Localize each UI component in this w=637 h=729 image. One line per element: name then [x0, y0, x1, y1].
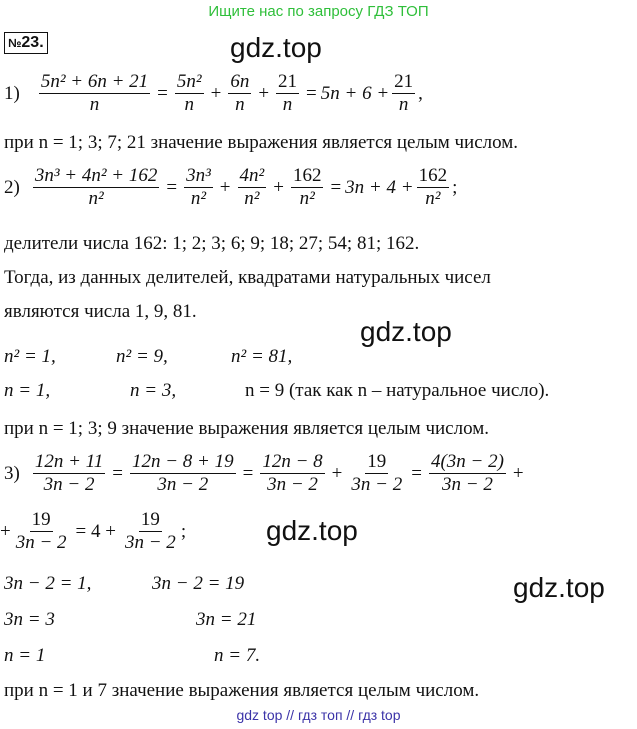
fraction-denominator: 3n − 2	[157, 474, 209, 495]
part3-mid: = 4 +	[75, 520, 116, 542]
fraction-denominator: n²	[425, 188, 441, 209]
watermark-4: gdz.top	[513, 572, 605, 603]
fraction-denominator: 3n − 2	[124, 532, 176, 553]
fraction-denominator: n²	[88, 188, 104, 209]
part2-conclusion: при n = 1; 3; 9 значение выражения является целым числом.	[4, 418, 490, 439]
part3-f3	[260, 452, 324, 495]
part2-result: 3n + 4 +	[345, 176, 414, 198]
part1-label: 1)	[4, 82, 20, 104]
part2-eq-b3: n = 9 (так как n – натуральное число).	[245, 380, 550, 401]
fraction-denominator: n²	[244, 188, 260, 209]
watermark-1: gdz.top	[230, 32, 322, 63]
part3-f2	[130, 452, 236, 495]
part1-suffix: ,	[418, 82, 423, 104]
part2-term3	[291, 166, 324, 209]
part2-divisors: делители числа 162: 1; 2; 3; 6; 9; 18; 27; 54; 81; 162.	[4, 233, 420, 254]
fraction-numerator: 4(3n − 2)	[430, 451, 504, 472]
part2-text1: Тогда, из данных делителей, квадратами натуральных чисел	[4, 267, 491, 288]
part3-f4	[349, 452, 404, 495]
fraction-numerator: 162	[292, 165, 322, 186]
fraction-denominator: n²	[299, 188, 315, 209]
part3-f7	[123, 510, 178, 553]
task-number: 23.	[21, 34, 44, 51]
fraction-numerator: 21	[278, 71, 298, 92]
fraction-numerator: 3n³	[186, 165, 211, 186]
part2-term2	[238, 166, 267, 209]
fraction-denominator: n	[398, 94, 409, 115]
part2-term1	[184, 166, 213, 209]
number-sign: №	[8, 36, 22, 50]
part3-s2a: 3n = 3	[4, 609, 55, 630]
part1-term3	[276, 72, 299, 115]
part3-equation: 3) $\frac{12n + 11}{3n - 2}$ = $\frac{12n - 8 + 19}{3n - 2}$ = $\frac{12n - 8}{3n - 2}$ + $\frac{19}{3n - 2}$ = $\frac{4(3n - 2)}{3n - 2}$ +	[4, 451, 524, 495]
fraction-numerator: 6n	[230, 71, 250, 92]
part3-s1b: 3n − 2 = 19	[152, 573, 245, 594]
part3-semicolon: ;	[180, 520, 187, 542]
part2-suffix: ;	[452, 176, 458, 198]
part2-eq-b1: n = 1,	[4, 380, 51, 401]
part3-s3b: n = 7.	[214, 645, 261, 666]
fraction-denominator: 3n − 2	[351, 474, 403, 495]
fraction-numerator: 162	[418, 165, 448, 186]
fraction-numerator: 19	[140, 509, 160, 530]
fraction-numerator: 19	[367, 451, 387, 472]
fraction-numerator: 19	[31, 509, 51, 530]
fraction-denominator: 3n − 2	[442, 474, 493, 495]
part1-fraction-main	[39, 72, 150, 115]
watermark-3: gdz.top	[266, 515, 358, 546]
part2-label: 2)	[4, 176, 20, 198]
part3-s1a: 3n − 2 = 1,	[4, 573, 92, 594]
fraction-numerator: 3n³ + 4n² + 162	[34, 165, 158, 186]
fraction-denominator: 3n − 2	[267, 474, 318, 495]
fraction-denominator: 3n − 2	[15, 532, 67, 553]
fraction-numerator: 5n² + 6n + 21	[40, 71, 149, 92]
part3-trailing-plus: +	[512, 462, 524, 484]
fraction-denominator: n	[184, 94, 194, 115]
part3-s2b: 3n = 21	[196, 609, 257, 630]
fraction-numerator: 4n²	[239, 165, 265, 186]
part3-f6	[14, 510, 69, 553]
part1-conclusion: при n = 1; 3; 7; 21 значение выражения является целым числом.	[4, 132, 519, 153]
site-banner: Ищите нас по запросу ГДЗ ТОП	[208, 3, 429, 20]
fraction-numerator: 12n − 8 + 19	[131, 451, 234, 472]
part3-label: 3)	[4, 462, 20, 484]
part3-s3a: n = 1	[4, 645, 46, 666]
part1-term1	[175, 72, 204, 115]
part3-continuation	[0, 510, 186, 553]
fraction-denominator: n	[89, 94, 100, 115]
footer-links: gdz top // гдз топ // гдз top	[236, 707, 401, 723]
part3-f5	[429, 452, 506, 495]
watermark-2: gdz.top	[360, 316, 452, 347]
fraction-numerator: 12n + 11	[34, 451, 104, 472]
task-number-badge	[4, 32, 48, 54]
part2-fraction-main	[33, 166, 160, 209]
part2-result-fraction	[417, 166, 450, 209]
part2-eq-a3: n² = 81,	[231, 346, 293, 367]
part2-text2: являются числа 1, 9, 81.	[4, 301, 197, 322]
part2-eq-b2: n = 3,	[130, 380, 177, 401]
part1-equation: 1) $\frac{\text{5n² + 6n + 21}}{n}$ = $\frac{\text{5n²}}{n}$ + $\frac{6n}{n}$ + $\frac{21}{n}$ = 5n + 6 + $\frac{21}{n}$ ,	[4, 71, 423, 115]
part1-result: 5n + 6 +	[320, 82, 390, 104]
fraction-numerator: 12n − 8	[262, 451, 323, 472]
part3-conclusion: при n = 1 и 7 значение выражения является целым числом.	[4, 680, 480, 701]
part2-eq-a1: n² = 1,	[4, 346, 56, 367]
fraction-denominator: n	[282, 94, 293, 115]
fraction-numerator: 5n²	[176, 71, 202, 92]
part3-f1	[33, 452, 105, 495]
fraction-numerator: 21	[394, 71, 414, 92]
part1-term2	[228, 72, 251, 115]
fraction-denominator: n²	[190, 188, 207, 209]
fraction-denominator: 3n − 2	[43, 474, 95, 495]
part3-leading-plus: +	[0, 520, 11, 542]
part1-result-fraction	[392, 72, 415, 115]
part2-eq-a2: n² = 9,	[116, 346, 168, 367]
fraction-denominator: n	[235, 94, 245, 115]
part2-equation: 2) $\frac{\text{3n³ + 4n² + 162}}{\text{n²}}$ = $\frac{\text{3n³}}{\text{n²}}$ + $\frac{\text{4n²}}{\text{n²}}$ + $\frac{162}{\text{n²}}$ = 3n + 4 + $\frac{162}{\text{n²}}$ ;	[4, 165, 458, 209]
